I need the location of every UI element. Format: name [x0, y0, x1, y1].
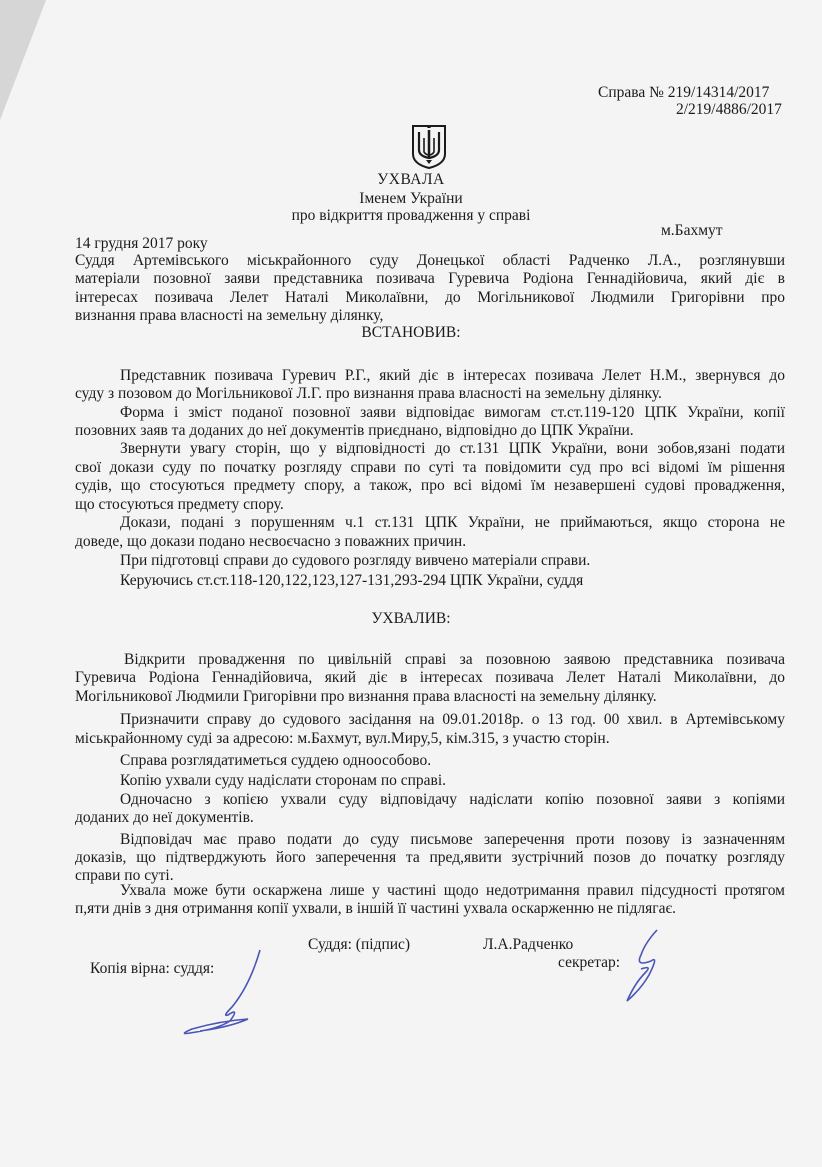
body-line: суду з позовом до Могільникової Л.Г. про визнання права власності на земельну ділянку.	[75, 385, 662, 402]
body-line: Форма і зміст поданої позовної заяви відповідає вимогам ст.ст.119-120 ЦПК України, копії	[120, 404, 785, 421]
judge-name: Л.А.Радченко	[483, 936, 574, 953]
judge-handwritten-signature	[170, 945, 280, 1040]
decision-line: доказів, що підтверджують його заперечення та пред,явити зустрічний позов до початку розгляду	[75, 849, 785, 866]
decision-line: справи по суті.	[75, 867, 174, 884]
body-line: Звернути увагу сторін, що у відповідності до ст.131 ЦПК України, вони зобов,язані подати	[120, 440, 785, 457]
intro-line: інтересах позивача Лелет Наталі Миколаївни, до Могільникової Людмили Григорівни про	[75, 289, 785, 306]
decision-line: Ухвала може бути оскаржена лише у частині щодо недотримання правил підсудності протягом	[120, 882, 785, 899]
folded-corner	[0, 0, 46, 120]
body-line: При підготовці справи до судового розгляду вивчено матеріали справи.	[120, 552, 591, 569]
decision-line: Могільникової Людмили Григорівни про визнання права власності на земельну ділянку.	[75, 688, 657, 705]
decision-line: міськрайонному суді за адресою: м.Бахмут, вул.Миру,5, кім.315, з участю сторін.	[75, 730, 610, 747]
case-number-1: Справа № 219/14314/2017	[598, 84, 770, 101]
decision-line: Відкрити провадження по цивільній справі за позовною заявою представника позивача	[124, 651, 785, 668]
judge-signature-label: Суддя: (підпис)	[308, 936, 411, 953]
intro-line: Суддя Артемівського міськрайонного суду Донецької області Радченко Л.А., розглянувши	[75, 252, 785, 269]
decision-line: Копію ухвали суду надіслати сторонам по справі.	[120, 772, 447, 789]
copy-certified-label: Копія вірна: суддя:	[90, 960, 215, 977]
body-line: що стосуються предмету спору.	[75, 496, 284, 513]
decision-line: Одночасно з копією ухвали суду відповідачу надіслати копію позовної заяви з копіями	[120, 791, 785, 808]
date: 14 грудня 2017 року	[75, 235, 208, 252]
section-title-established: ВСТАНОВИВ:	[361, 324, 461, 341]
case-number-2: 2/219/4886/2017	[676, 101, 782, 118]
body-line: Представник позивача Гуревич Р.Г., який діє в інтересах позивача Лелет Н.М., звернувся до	[120, 367, 785, 384]
body-line: Докази, подані з порушенням ч.1 ст.131 ЦПК України, не приймаються, якщо сторона не	[120, 514, 785, 531]
body-line: доведе, що докази подано несвоєчасно з поважних причин.	[75, 533, 467, 550]
decision-line: доданих до неї документів.	[75, 809, 254, 826]
decision-line: Відповідач має право подати до суду письмове заперечення проти позову із зазначенням	[120, 831, 785, 848]
document-subtitle-2: про відкриття провадження у справі	[291, 207, 531, 224]
decision-line: Гуревича Родіона Геннадійовича, який діє в інтересах позивача Лелет Наталі Миколаївни, до	[75, 669, 785, 686]
decision-line: Справа розглядатиметься суддею одноособово.	[120, 752, 432, 769]
place: м.Бахмут	[661, 222, 723, 239]
document-title: УХВАЛА	[377, 171, 445, 188]
secretary-handwritten-signature	[605, 925, 665, 1005]
decision-line: п,яти днів з дня отримання копії ухвали, в іншій її частині ухвала оскарженню не підлягає.	[75, 900, 676, 917]
section-title-decided: УХВАЛИВ:	[371, 610, 451, 627]
body-line: свої докази суду по початку розгляду справи по суті та повідомити суд про всі відомі їм рішення	[75, 459, 785, 476]
body-line: Керуючись ст.ст.118-120,122,123,127-131,293-294 ЦПК України, суддя	[120, 572, 584, 589]
intro-line: визнання права власності на земельну ділянку,	[75, 307, 384, 324]
body-line: позовних заяв та доданих до неї документів приєднано, відповідно до ЦПК України.	[75, 422, 634, 439]
decision-line: Призначити справу до судового засідання на 09.01.2018р. о 13 год. 00 хвил. в Артемівському	[120, 711, 785, 728]
coat-of-arms-icon	[410, 124, 448, 170]
intro-line: матеріали позовної заяви представника позивача Гуревича Родіона Геннадійовича, який діє в	[75, 270, 785, 287]
document-subtitle-1: Іменем України	[359, 190, 463, 207]
body-line: судів, що стосуються предмету спору, а також, про всі відомі їм незавершені судові провадження,	[75, 477, 785, 494]
secretary-label: секретар:	[558, 954, 621, 971]
